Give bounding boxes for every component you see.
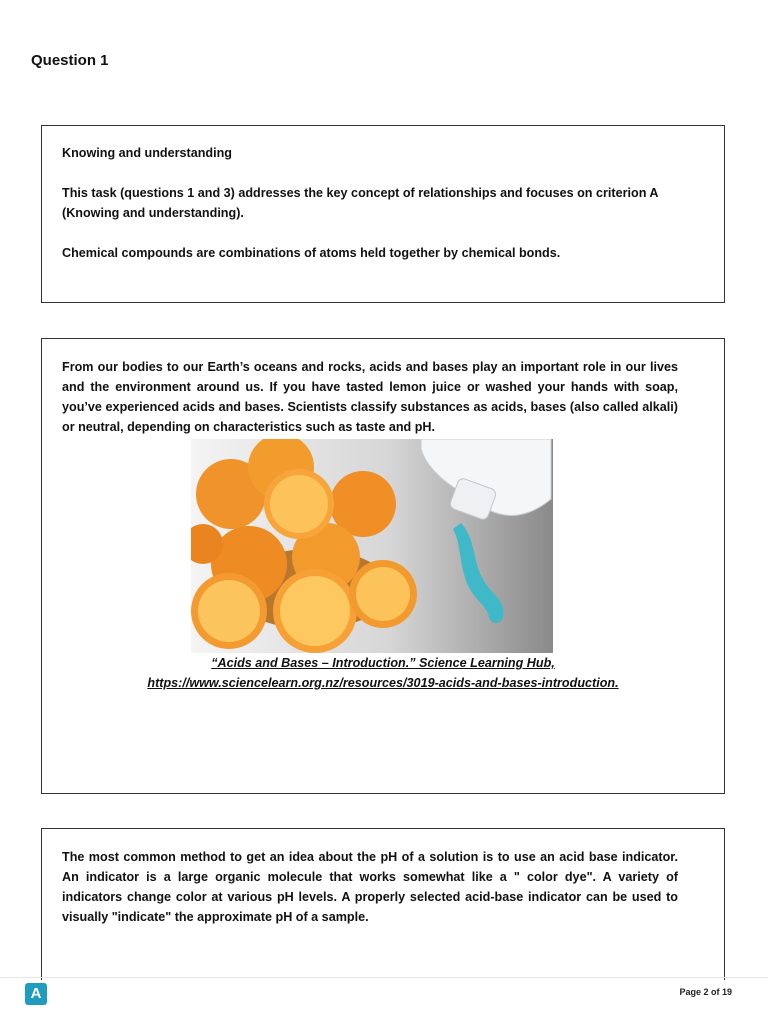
image-caption (42, 653, 724, 693)
acids-bases-intro-box (41, 338, 725, 794)
box-heading: Knowing and understanding (62, 146, 233, 160)
text-run: This task (questions 1 and 3) addresses the key concept of (62, 186, 419, 200)
caption-source-link[interactable]: https://www.sciencelearn.org.nz/resources/3019-acids-and-bases-introduction. (147, 676, 619, 690)
oranges-toothpaste-image (191, 439, 553, 653)
criterion-paragraph (62, 183, 678, 223)
app-logo-icon: A (25, 983, 47, 1005)
footer-divider (0, 977, 768, 978)
compounds-paragraph: Chemical compounds are combinations of atoms held together by chemical bonds. (62, 246, 561, 260)
text-run: (Knowing and understanding). (62, 206, 244, 220)
indicator-box (41, 828, 725, 980)
page-number: Page 2 of 19 (679, 987, 732, 997)
text-run: and focuses on (496, 186, 596, 200)
indicator-content (62, 847, 678, 927)
keyword-criterion: criterion A (596, 186, 659, 200)
intro-paragraph: From our bodies to our Earth’s oceans and rocks, acids and bases play an important role in our lives and the environment around us. If you have tasted lemon juice or washed your hands with soap, you’ve experienced acids and bases. Scientists classify substances as acids, bases (also called alkali) or neutral, depending on characteristics such as taste and pH. (62, 360, 678, 434)
question-title: Question 1 (31, 52, 109, 69)
keyword-relationships: relationships (418, 186, 497, 200)
criterion-info-box (41, 125, 725, 303)
intro-content (62, 357, 678, 437)
caption-citation: “Acids and Bases – Introduction.” Science Learning Hub, (211, 656, 555, 670)
indicator-paragraph: The most common method to get an idea about the pH of a solution is to use an acid base indicator. An indicator is a large organic molecule that works somewhat like a " color dye". A variety of indicators change color at various pH levels. A properly selected acid-base indicator can be used to visually "indicate" the approximate pH of a sample. (62, 850, 678, 924)
criterion-info-content (62, 143, 678, 263)
oranges-and-toothpaste-photo (191, 439, 553, 653)
